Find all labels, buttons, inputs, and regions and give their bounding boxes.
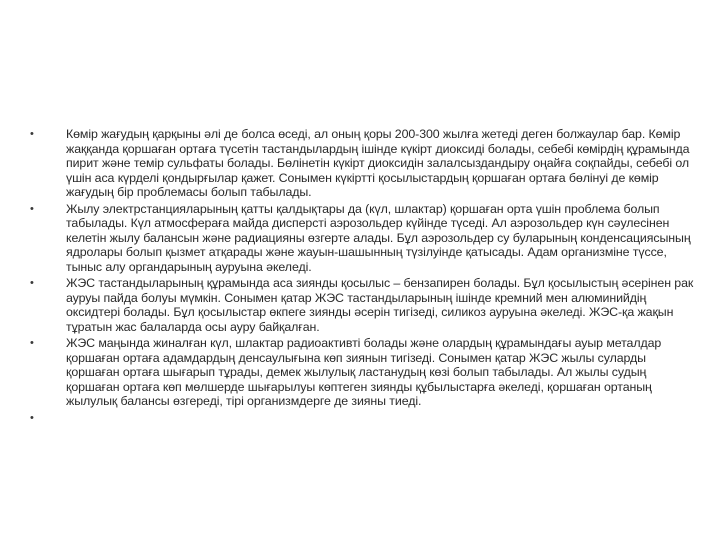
list-item — [30, 276, 695, 334]
paragraph-text: ЖЭС тастандыларының құрамында аса зиянды қосылыс – бензапирен болады. Бұл қосылыстың әсерінен рак ауруы пайда болуы мүмкін. Сонымен қатар ЖЭС тастандыларының ішінде кремний мен алюминийдің оксидтері болады. Бұл қосылыстар өкпеге зиянды әсерін тигізеді, силикоз ауруына әкеледі. ЖЭС-қа жақын тұратын жас балаларда осы ауру байқалған. — [66, 276, 694, 334]
paragraph-text: Жылу электрстанцияларының қатты қалдықтары да (күл, шлактар) қоршаған орта үшін проблема болып табылады. Күл атмосфераға майда дисперсті аэрозольдер күйінде түседі. Ал аэрозольдер күн сәулесінен келетін жылу балансын және радиацияны өзгерте алады. Бұл аэрозольдер су буларының конденсациясының ядролары болып қызмет атқарады және жауын-шашынның түзілуінде қатысады. Адам организміне түссе, тыныс алу органдарының ауруына әкеледі. — [66, 201, 691, 274]
bullet-list — [30, 127, 695, 428]
list-item — [30, 202, 695, 275]
paragraph-text: ЖЭС маңында жиналған күл, шлактар радиоактивті болады және олардың құрамындағы ауыр металдар қоршаған ортаға адамдардың денсаулығына көп зиянын тигізеді. Сонымен қатар ЖЭС жылы суларды қоршаған ортаға шығарып тұрады, демек жылулық ластанудың көзі болып табылады. Ал жылы судың қоршаған ортаға көп мөлшерде шығарылуы көптеген зиянды құбылыстарға әкеледі, қоршаған ортаның жылулық балансы өзгереді, тірі организмдерге де зияны тиеді. — [66, 336, 662, 408]
paragraph-text: Көмір жағудың қарқыны әлі де болса өседі, ал оның қоры 200-300 жылға жетеді деген болжаулар бар. Көмір жаққанда қоршаған ортаға түсетін тастандылардың ішінде күкірт диоксиді болады, себебі көмірдің құрамында пирит және темір сульфаты болады. Бөлінетін күкірт диоксидін залалсыздандыру оңайға соқпайды, себебі ол үшін аса күрделі қондырғылар қажет. Сонымен күкіртті қосылыстардың қоршаған ортаға бөлінуі де көмір жағудың бір проблемасы болып табылады. — [66, 127, 690, 199]
bullet-icon: • — [30, 337, 34, 349]
bullet-icon: • — [30, 128, 34, 140]
bullet-icon: • — [30, 411, 34, 424]
list-item — [30, 127, 695, 200]
bullet-icon: • — [30, 202, 34, 215]
list-item-empty — [30, 411, 695, 426]
list-item — [30, 336, 695, 409]
bullet-icon: • — [30, 277, 34, 289]
